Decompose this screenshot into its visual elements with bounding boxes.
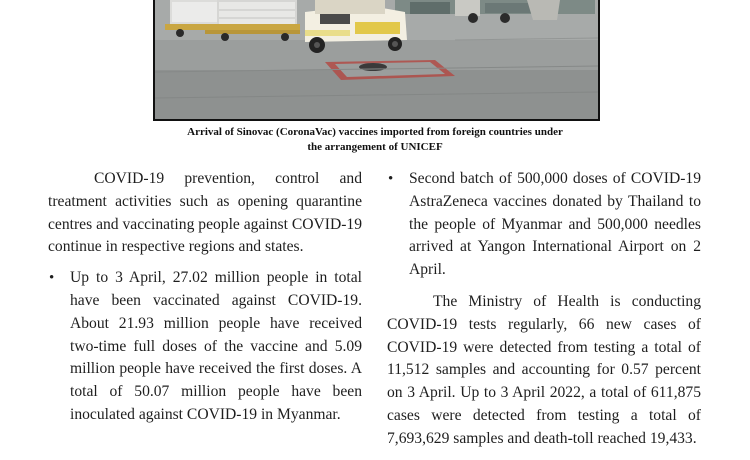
photo-caption (140, 125, 610, 155)
bullet-icon: • (49, 270, 55, 287)
right-column (387, 168, 701, 451)
caption-line-1: Arrival of Sinovac (CoronaVac) vaccines imported from foreign countries under (187, 126, 563, 138)
astrazeneca-bullet-text: Second batch of 500,000 doses of COVID-19 AstraZeneca vaccines donated by Thailand to the people of Myanmar and 500,000 needles arrived at Yangon International Airport on 2 April. (409, 170, 701, 279)
intro-paragraph: COVID-19 prevention, control and treatment activities such as opening quarantine centres and vaccinating people against COVID-19 continue in respective regions and states. (48, 170, 362, 256)
vaccine-arrival-photo (153, 0, 600, 121)
left-column (48, 168, 362, 427)
testing-paragraph: The Ministry of Health is conducting COVID-19 tests regularly, 66 new cases of COVID-19 were detected from testing a total of 11,512 samples and accounting for 0.57 percent on 3 April. Up to 3 April 2022, a total of 611,875 cases were detected from testing a total of 7,693,629 samples and death-toll reached 19,433. (387, 292, 701, 447)
airport-tarmac-illustration (155, 0, 598, 119)
bullet-icon: • (388, 171, 394, 187)
vaccination-bullet-item (48, 267, 362, 427)
vaccination-bullet-text: Up to 3 April, 27.02 million people in total have been vaccinated against COVID-19. About 21.93 million people have received two-time full doses of the vaccine and 5.09 million people have received the first doses. A total of 50.07 million people have been inoculated against COVID-19 in Myanmar. (70, 269, 362, 423)
caption-line-2: the arrangement of UNICEF (307, 141, 443, 153)
astrazeneca-bullet-item (387, 168, 701, 282)
